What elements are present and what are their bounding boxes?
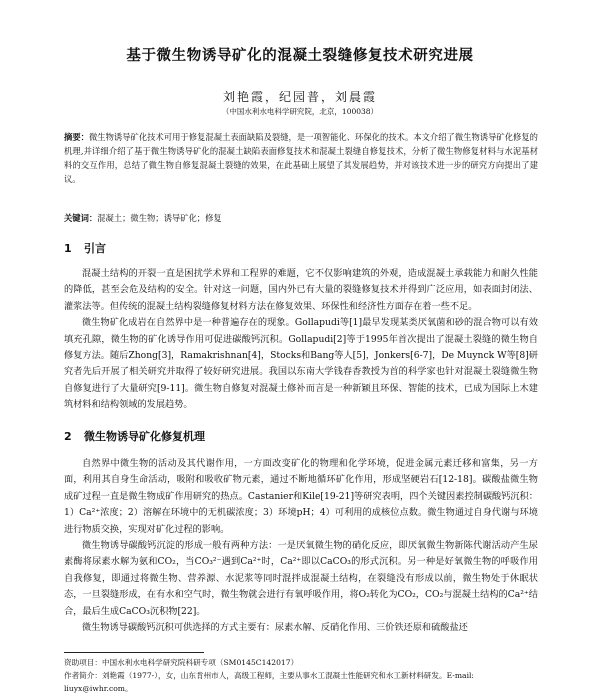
section-1-number: 1 (64, 242, 72, 255)
section-2-title: 微生物诱导矿化修复机理 (84, 430, 205, 443)
keywords-text: 混凝土；微生物；诱导矿化；修复 (97, 213, 222, 223)
author-affiliation: （中国水利水电科学研究院，北京，100038） (221, 107, 379, 116)
section-1-heading (64, 240, 106, 256)
section-1-title: 引言 (84, 242, 106, 255)
keywords-block (64, 212, 538, 224)
paper-title: 基于微生物诱导矿化的混凝土裂缝修复技术研究进展 (126, 48, 474, 64)
section-1-body (64, 266, 538, 414)
author-bio-footnote: 作者简介：刘艳霞（1977-），女，山东肯州市人，高级工程师，主要从事水工混凝土性能研究和水工新材料研发。E-mail: liuyx@iwhr.com。 (64, 671, 474, 693)
abstract-text: 微生物诱导矿化技术可用于修复混凝土表面缺陷及裂缝，是一项智能化、环保化的技术。本文介绍了微生物诱导矿化修复的机理,并详细介绍了基于微生物诱导矿化的混凝土缺陷表面修复技术和混凝土裂缝自修复技术，分析了微生物修复材料与水泥基材料的交互作用，总结了微生物自修复混凝土裂缝的效果，在此基础上展望了其发展趋势，并对该技术进一步的研究方向提出了建议。 (64, 132, 538, 184)
paragraph: 混凝土结构的开裂一直是困扰学术界和工程界的难题，它不仅影响建筑的外观，造成混凝土承载能力和耐久性能的降低，甚至会危及结构的安全。针对这一问题，国内外已有大量的裂缝修复技术并得到广泛应用，如表面封闭法、灌浆法等。但传统的混凝土结构裂缝修复材料方法在修复效果、环保性和经济性方面存在着一些不足。 (64, 268, 538, 312)
paragraph: 微生物矿化成岩在自然界中是一种普遍存在的现象。Gollapudi等[1]最早发现某类厌氧菌和砂的混合物可以有效填充孔隙，微生物的矿化诱导作用可促进碳酸钙沉积。Gollapudi[2]等于1995年首次提出了混凝土裂缝的微生物自修复方法。随后Zhong[3]，Ramakrishnan[4]，Stocks和Bang等人[5]，Jonkers[6-7]，De Muynck W等[8]研究者先后开展了相关研究并取得了较好研究进展。我国以东南大学钱春香教授为首的科学家也针对混凝土裂缝微生物自修复进行了大量研究[9-11]。微生物自修复对混凝土修补而言是一种新颖且环保、智能的技术，已成为国际上木建筑材料和结构领域的发展趋势。 (64, 317, 538, 411)
keywords-label: 关键词： (64, 213, 98, 223)
author-list: 刘艳霞，纪园普，刘晨霞 (222, 90, 377, 104)
abstract-label: 摘要： (64, 132, 89, 142)
abstract-block (64, 130, 538, 186)
footnote-divider (64, 652, 204, 653)
funding-footnote: 资助项目：中国水利水电科学研究院科研专项（SM0145C142017） (64, 658, 299, 667)
paragraph: 微生物诱导碳酸钙沉淀的形成一般有两种方法：一是厌氧微生物的硝化反应，即厌氧微生物新陈代谢活动产生尿素酶将尿素水解为氨和CO₂，当CO₃²⁻遇到Ca²⁺时，Ca²⁺即以CaCO₃的形式沉积。另一种是好氧微生物的呼吸作用自我修复，即通过将微生物、营养源、水泥浆等同时混拌成混凝土结构，在裂缝没有形成以前，微生物处于休眠状态，一旦裂缝形成，在有水和空气时，微生物就会进行有氧呼吸作用，将O₂转化为CO₂，CO₂与混凝土结构的Ca²⁺结合，最后生成CaCO₃沉积物[22]。 (64, 540, 538, 617)
section-2-heading (64, 428, 205, 444)
footnotes-block (64, 656, 538, 695)
section-2-body (64, 456, 538, 636)
section-2-number: 2 (64, 430, 72, 443)
paragraph: 自然界中微生物的活动及其代谢作用，一方面改变矿化的物理和化学环境，促进金属元素迁移和富集，另一方面，利用其自身生命活动，吸附和吸收矿物元素，通过不断地循环矿化作用，形成坚硬岩石[12-18]。碳酸盐微生物成矿过程一直是微生物成矿作用研究的热点。Castanier和Kile[19-21]等研究表明，四个关键因素控制碳酸钙沉积：1）Ca²⁺浓度；2）溶解在环境中的无机碳浓度；3）环境pH；4）可利用的成核位点数。微生物通过自身代谢与环境进行物质交换，实现对矿化过程的影响。 (64, 458, 538, 535)
paragraph: 微生物诱导碳酸钙沉积可供选择的方式主要有：尿素水解、反硝化作用、三价铁还原和硫酸盐还 (82, 622, 468, 634)
